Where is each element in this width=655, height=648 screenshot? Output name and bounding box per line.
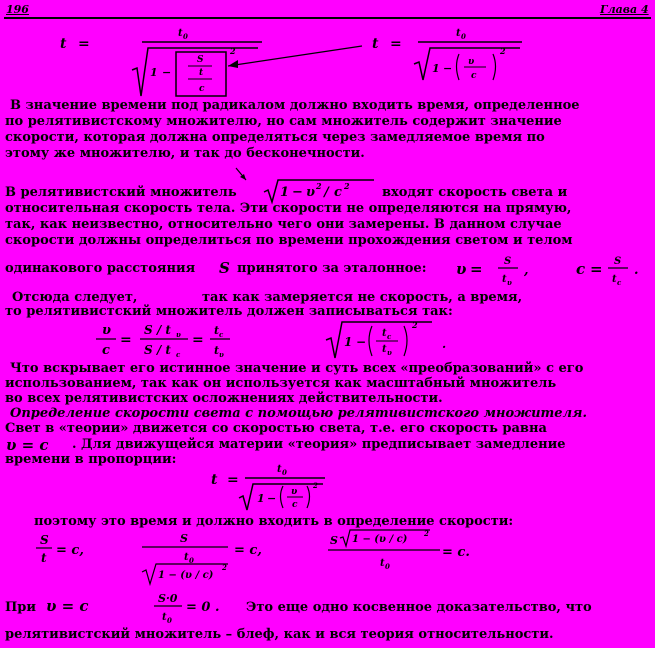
- svg-text:2: 2: [344, 181, 350, 191]
- text-line: использованием, так как он используется как масштабный множитель: [5, 376, 557, 391]
- svg-text:0: 0: [189, 556, 194, 565]
- svg-text:.: .: [634, 263, 639, 278]
- svg-text:1: 1: [150, 66, 158, 79]
- svg-text:= c,: = c,: [56, 543, 84, 558]
- svg-text:1 − (υ / c): 1 − (υ / c): [352, 534, 408, 545]
- svg-text:t: t: [199, 68, 204, 78]
- svg-text:t: t: [214, 344, 220, 357]
- chapter-title: Глава 4: [600, 3, 649, 16]
- formula-speed-definitions: [452, 252, 652, 292]
- svg-text:1: 1: [344, 335, 353, 349]
- text-line: поэтому это время и должно входить в определение скорости:: [34, 514, 514, 529]
- svg-text:=: =: [590, 260, 603, 278]
- text-line: В релятивистский множитель: [5, 185, 237, 200]
- text-line: так, как неизвестно, относительно чего они замерены. В данном случае: [5, 217, 562, 232]
- arrow-icon: [232, 166, 252, 186]
- svg-text:2: 2: [500, 46, 506, 56]
- svg-text:0: 0: [282, 468, 287, 477]
- svg-text:1: 1: [257, 492, 265, 505]
- svg-text:t: t: [382, 344, 387, 355]
- text-line: этому же множителю, и так до бесконечности.: [5, 146, 365, 161]
- text-line: времени в пропорции:: [5, 452, 177, 467]
- text-line: во всех релятивистских осложнениях действительности.: [5, 391, 443, 406]
- svg-text:=: =: [227, 472, 239, 488]
- svg-text:c: c: [576, 260, 586, 278]
- svg-text:−: −: [292, 185, 303, 200]
- svg-text:−: −: [162, 66, 172, 79]
- svg-text:−: −: [356, 335, 367, 349]
- svg-text:1 − (υ / c): 1 − (υ / c): [158, 570, 214, 581]
- formula-velocity-definitions: [0, 528, 640, 588]
- text-line: Это еще одно косвенное доказательство, что: [246, 600, 592, 615]
- svg-text:t: t: [382, 328, 387, 339]
- svg-text:t: t: [60, 36, 67, 52]
- svg-text:S: S: [180, 532, 188, 545]
- text-line: Свет в «теории» движется со скоростью света, т.е. его скорость равна: [5, 421, 547, 436]
- svg-text:t: t: [372, 36, 379, 52]
- svg-text:t: t: [380, 558, 385, 569]
- svg-text:1: 1: [432, 62, 440, 75]
- formula-zero: [152, 588, 232, 624]
- svg-text:2: 2: [222, 563, 227, 572]
- svg-text:υ: υ: [507, 278, 512, 287]
- svg-text:υ: υ: [219, 350, 224, 359]
- text-line: скорости должны определиться по времени прохождения светом и телом: [5, 233, 573, 248]
- svg-text:2: 2: [313, 481, 318, 490]
- formula-nested-radical: [0, 0, 655, 110]
- text-line: В значение времени под радикалом должно входить время, определенное: [10, 98, 580, 113]
- formula-v-equals-c-2: υ = c: [46, 597, 89, 615]
- svg-text:S / t: S / t: [144, 343, 171, 357]
- formula-time-dilation: [205, 464, 365, 512]
- svg-text:t: t: [184, 552, 189, 563]
- svg-text:c: c: [102, 343, 110, 358]
- svg-text:0: 0: [385, 562, 390, 571]
- svg-text:t: t: [41, 551, 47, 565]
- svg-text:=: =: [192, 332, 204, 348]
- svg-text:=: =: [390, 36, 402, 52]
- text-line: то релятивистский множитель должен записываться так:: [5, 304, 453, 319]
- text-line: по релятивистскому множителю, но сам множитель содержит значение: [5, 114, 562, 129]
- svg-text:c: c: [292, 500, 298, 510]
- svg-text:t: t: [502, 274, 507, 285]
- svg-text:c: c: [219, 330, 224, 339]
- symbol-S: S: [219, 259, 230, 277]
- svg-text:=: =: [78, 36, 90, 52]
- svg-text:S / t: S / t: [144, 323, 171, 337]
- svg-text:t: t: [277, 464, 282, 475]
- svg-text:2: 2: [316, 181, 322, 191]
- svg-text:υ: υ: [456, 260, 467, 278]
- svg-text:S: S: [40, 533, 49, 547]
- text-line: При: [5, 600, 37, 615]
- text-line: принятого за эталонное:: [237, 261, 427, 276]
- text-line: . Для движущейся материи «теория» предписывает замедление: [72, 437, 566, 452]
- svg-text:c: c: [334, 185, 342, 200]
- text-line: Что вскрывает его истинное значение и суть всех «преобразований» с его: [10, 361, 584, 376]
- svg-text:c: c: [176, 350, 181, 359]
- text-line: одинакового расстояния: [5, 261, 196, 276]
- svg-text:υ: υ: [291, 487, 298, 497]
- text-line: релятивистский множитель – блеф, как и вся теория относительности.: [5, 627, 554, 642]
- svg-text:t: t: [178, 28, 183, 39]
- formula-relativistic-factor: [262, 176, 382, 204]
- svg-text:S: S: [197, 55, 204, 65]
- text-line: относительная скорость тела. Эти скорости не определяются на прямую,: [5, 201, 572, 216]
- svg-text:0: 0: [183, 32, 188, 41]
- text-line: входят скорость света и: [382, 185, 568, 200]
- text-line-italic: Определение скорости света с помощью релятивистского множителя.: [10, 406, 587, 421]
- svg-text:c: c: [471, 71, 477, 81]
- svg-text:−: −: [267, 492, 277, 505]
- text-line: Отсюда следует,: [12, 290, 138, 305]
- page-number: 196: [6, 3, 29, 16]
- svg-text:S: S: [504, 256, 512, 267]
- svg-text:0: 0: [461, 32, 466, 41]
- svg-text:t: t: [214, 324, 220, 337]
- svg-text:S: S: [614, 256, 622, 267]
- svg-text:=: =: [470, 260, 483, 278]
- svg-text:υ: υ: [306, 185, 316, 200]
- svg-text:−: −: [443, 62, 453, 75]
- svg-text:υ: υ: [176, 330, 181, 339]
- svg-text:0: 0: [167, 616, 172, 625]
- svg-text:t: t: [612, 274, 617, 285]
- svg-text:t: t: [211, 472, 218, 488]
- svg-text:2: 2: [424, 529, 429, 538]
- svg-text:= c,: = c,: [234, 543, 262, 558]
- svg-text:c: c: [199, 84, 205, 94]
- svg-text:c: c: [387, 332, 392, 341]
- svg-text:1: 1: [280, 185, 290, 200]
- svg-text:.: .: [442, 337, 447, 351]
- formula-v-equals-c: υ = c: [6, 436, 49, 454]
- svg-text:= 0 .: = 0 .: [186, 600, 220, 615]
- svg-text:υ: υ: [387, 348, 392, 357]
- svg-text:υ: υ: [102, 323, 112, 338]
- svg-text:c: c: [617, 278, 622, 287]
- svg-text:υ: υ: [468, 57, 475, 67]
- svg-text:2: 2: [412, 320, 418, 330]
- svg-text:/: /: [324, 185, 329, 200]
- svg-text:2: 2: [230, 46, 236, 56]
- svg-text:=: =: [120, 332, 132, 348]
- svg-text:t: t: [162, 612, 167, 623]
- text-line: скорости, которая должна определяться через замедляемое время по: [5, 130, 545, 145]
- svg-text:= c.: = c.: [442, 545, 470, 560]
- svg-text:,: ,: [524, 263, 529, 278]
- svg-text:S: S: [330, 534, 338, 547]
- svg-text:t: t: [456, 28, 461, 39]
- svg-text:S·0: S·0: [158, 592, 178, 605]
- text-line: так как замеряется не скорость, а время,: [202, 290, 523, 305]
